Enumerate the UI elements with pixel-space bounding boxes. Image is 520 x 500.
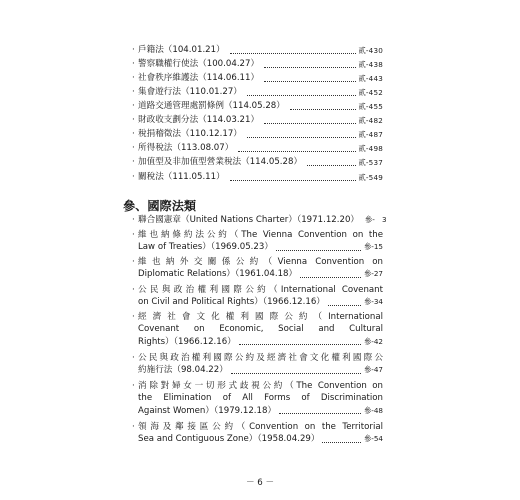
entry-title: 約施行法（98.04.22） (138, 365, 228, 376)
toc-entry: ‧ 社會秩序維護法（114.06.11） 貳-443 (132, 73, 383, 83)
entry-page-ref: 參- 3 (365, 214, 387, 224)
toc-entry: ‧ 集會遊行法（110.01.27） 貳-452 (132, 87, 383, 97)
entry-title-line: Covenant on Economic, Social and Cultural (138, 324, 383, 335)
toc-entry: ‧ 警察職權行使法（100.04.27） 貳-438 (132, 59, 383, 69)
entry-title-line: 維也納外交關係公約（Vienna Convention on (138, 257, 383, 267)
toc-entry: ‧ 公民與政治權利國際公約及經濟社會文化權利國際公 約施行法（98.04.22） 參-47 (132, 353, 383, 376)
entry-title: Diplomatic Relations）（1961.04.18） (138, 269, 298, 280)
entry-page-ref: 貳-537 (358, 158, 383, 167)
entry-page-ref: 貳-549 (358, 173, 383, 182)
entry-page-ref: 參-15 (364, 242, 383, 252)
toc-entry: ‧ 維也納外交關係公約（Vienna Convention on Diplomatic Relations）（1961.04.18） 參-27 (132, 257, 383, 280)
entry-title-line: 公民與政治權利國際公約（International Covenant (138, 285, 383, 295)
entry-page-ref: 貳-498 (358, 144, 383, 153)
entry-title: 道路交通管理處罰條例（114.05.28） (138, 101, 285, 111)
entry-title: 關稅法（111.05.11） (138, 172, 225, 182)
entry-title: 稅捐稽徵法（110.12.17） (138, 129, 242, 139)
entry-title: 加值型及非加值型營業稅法（114.05.28） (138, 157, 303, 167)
toc-entry: ‧ 維也納條約法公約（The Vienna Convention on the Law of Treaties）（1969.05.23） 參-15 (132, 230, 383, 253)
toc-entry: ‧ 公民與政治權利國際公約（International Covenant on Civil and Political Rights）（1966.12.16） 參-34 (132, 285, 383, 308)
entry-page-ref: 貳-455 (358, 102, 383, 111)
entry-title: Rights）（1966.12.16） (138, 336, 236, 347)
toc-entry: ‧ 經濟社會文化權利國際公約（International Covenant on Economic, Social and Cultural Rights）（1966.12.16） 參-42 (132, 312, 383, 347)
entry-page-ref: 參-48 (364, 405, 383, 415)
toc-entry: ‧ 所得稅法（113.08.07） 貳-498 (132, 143, 383, 153)
entry-page-ref: 參-27 (364, 269, 383, 279)
entry-title-line: 公民與政治權利國際公約及經濟社會文化權利國際公 (138, 353, 383, 363)
entry-page-ref: 參-34 (364, 297, 383, 307)
toc-entry: ‧ 關稅法（111.05.11） 貳-549 (132, 172, 383, 182)
toc-entry: ‧ 道路交通管理處罰條例（114.05.28） 貳-455 (132, 101, 383, 111)
entry-title-line: 經濟社會文化權利國際公約（International (138, 312, 383, 322)
toc-entry: ‧ 戶籍法（104.01.21） 貳-430 (132, 45, 383, 55)
entry-title: 財政收支劃分法（114.03.21） (138, 115, 260, 125)
entry-page-ref: 貳-438 (358, 60, 383, 69)
entry-title: 戶籍法（104.01.21） (138, 45, 225, 55)
entry-title: 警察職權行使法（100.04.27） (138, 59, 260, 69)
toc-entry: ‧ 消除對婦女一切形式歧視公約（The Convention on the Elimination of All Forms of Discrimination Against Women）（1979.12.18） 參-48 (132, 381, 383, 416)
section-heading: 參、國際法類 (123, 199, 197, 213)
page-number: － 6 － (245, 478, 275, 488)
toc-entry: ‧ 稅捐稽徵法（110.12.17） 貳-487 (132, 129, 383, 139)
entry-title: 所得稅法（113.08.07） (138, 143, 234, 153)
entry-title: 聯合國憲章（United Nations Charter）（1971.12.20） (138, 214, 360, 225)
entry-page-ref: 貳-482 (358, 116, 383, 125)
entry-page-ref: 參-47 (364, 365, 383, 375)
entry-title-line: 消除對婦女一切形式歧視公約（The Convention on (138, 381, 383, 391)
entry-page-ref: 貳-443 (358, 74, 383, 83)
entry-page-ref: 貳-452 (358, 88, 383, 97)
entry-page-ref: 貳-430 (358, 46, 383, 55)
entry-title: Sea and Contiguous Zone）（1958.04.29） (138, 434, 320, 445)
entry-title: Against Women）（1979.12.18） (138, 405, 277, 416)
entry-title-line: 維也納條約法公約（The Vienna Convention on the (138, 230, 383, 240)
entry-page-ref: 參-54 (364, 434, 383, 444)
entry-title-line: the Elimination of All Forms of Discrimination (138, 393, 383, 404)
entry-title: on Civil and Political Rights）（1966.12.16） (138, 297, 325, 308)
toc-entry: ‧ 聯合國憲章（United Nations Charter）（1971.12.20） 參- 3 (132, 214, 387, 225)
toc-entry: ‧ 領海及鄰接區公約（Convention on the Territorial Sea and Contiguous Zone）（1958.04.29） 參-54 (132, 422, 383, 445)
entry-page-ref: 貳-487 (358, 130, 383, 139)
entry-title: 集會遊行法（110.01.27） (138, 87, 242, 97)
entry-title: Law of Treaties）（1969.05.23） (138, 242, 273, 253)
toc-entry: ‧ 加值型及非加值型營業稅法（114.05.28） 貳-537 (132, 157, 383, 167)
entry-title: 社會秩序維護法（114.06.11） (138, 73, 260, 83)
entry-page-ref: 參-42 (364, 336, 383, 346)
toc-entry: ‧ 財政收支劃分法（114.03.21） 貳-482 (132, 115, 383, 125)
entry-title-line: 領海及鄰接區公約（Convention on the Territorial (138, 422, 383, 432)
